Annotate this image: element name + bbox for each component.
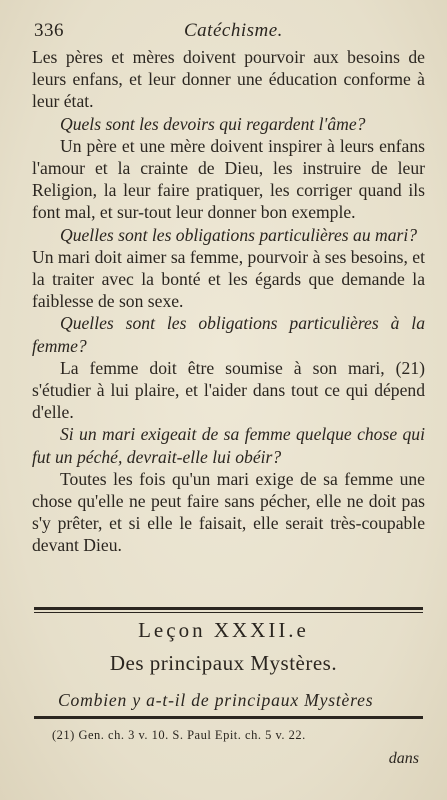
main-text — [32, 46, 425, 557]
catchword: dans — [388, 750, 419, 767]
footnote-rule — [34, 716, 423, 719]
question: Quels sont les devoirs qui regardent l'âme? — [60, 113, 366, 134]
answer: La femme doit être soumise à son mari, (21) s'étudier à lui plaire, et l'aider dans tout ce qui dépend d'elle. — [32, 357, 425, 423]
question: Quelles sont les obligations particulières à la femme? — [32, 313, 425, 356]
answer: Un père et une mère doivent inspirer à leurs enfans l'amour et la crainte de Dieu, les instruire de leur Religion, la leur faire pratiquer, les corriger quand ils font mal, et sur-tout leur donner bon exemple. — [32, 135, 425, 223]
footnote: (21) Gen. ch. 3 v. 10. S. Paul Epit. ch. 5 v. 22. — [52, 728, 306, 742]
section-divider — [34, 607, 423, 613]
page-header — [34, 20, 417, 46]
answer: Toutes les fois qu'un mari exige de sa femme une chose qu'elle ne peut faire sans pécher, elle ne doit pas s'y prêter, et si elle le faisait, elle serait très-coupable devant Dieu. — [32, 468, 425, 556]
lesson-question: Combien y a-t-il de principaux Mystères — [58, 690, 374, 710]
running-title: Catéchisme. — [184, 20, 283, 41]
lesson-subtitle: Des principaux Mystères. — [109, 651, 338, 675]
paragraph: Les pères et mères doivent pourvoir aux besoins de leurs enfans, et leur donner une éducation conforme à leur état. — [32, 47, 425, 112]
page-number: 336 — [34, 20, 64, 41]
answer: Un mari doit aimer sa femme, pourvoir à ses besoins, et la traiter avec la bonté et les égards que demande la faiblesse de son sexe. — [32, 246, 425, 312]
question: Si un mari exigeait de sa femme quelque chose qui fut un péché, devrait-elle lui obéir? — [32, 424, 425, 467]
lesson-title: Leçon XXXII.e — [138, 618, 309, 642]
question: Quelles sont les obligations particulières au mari? — [60, 224, 418, 245]
